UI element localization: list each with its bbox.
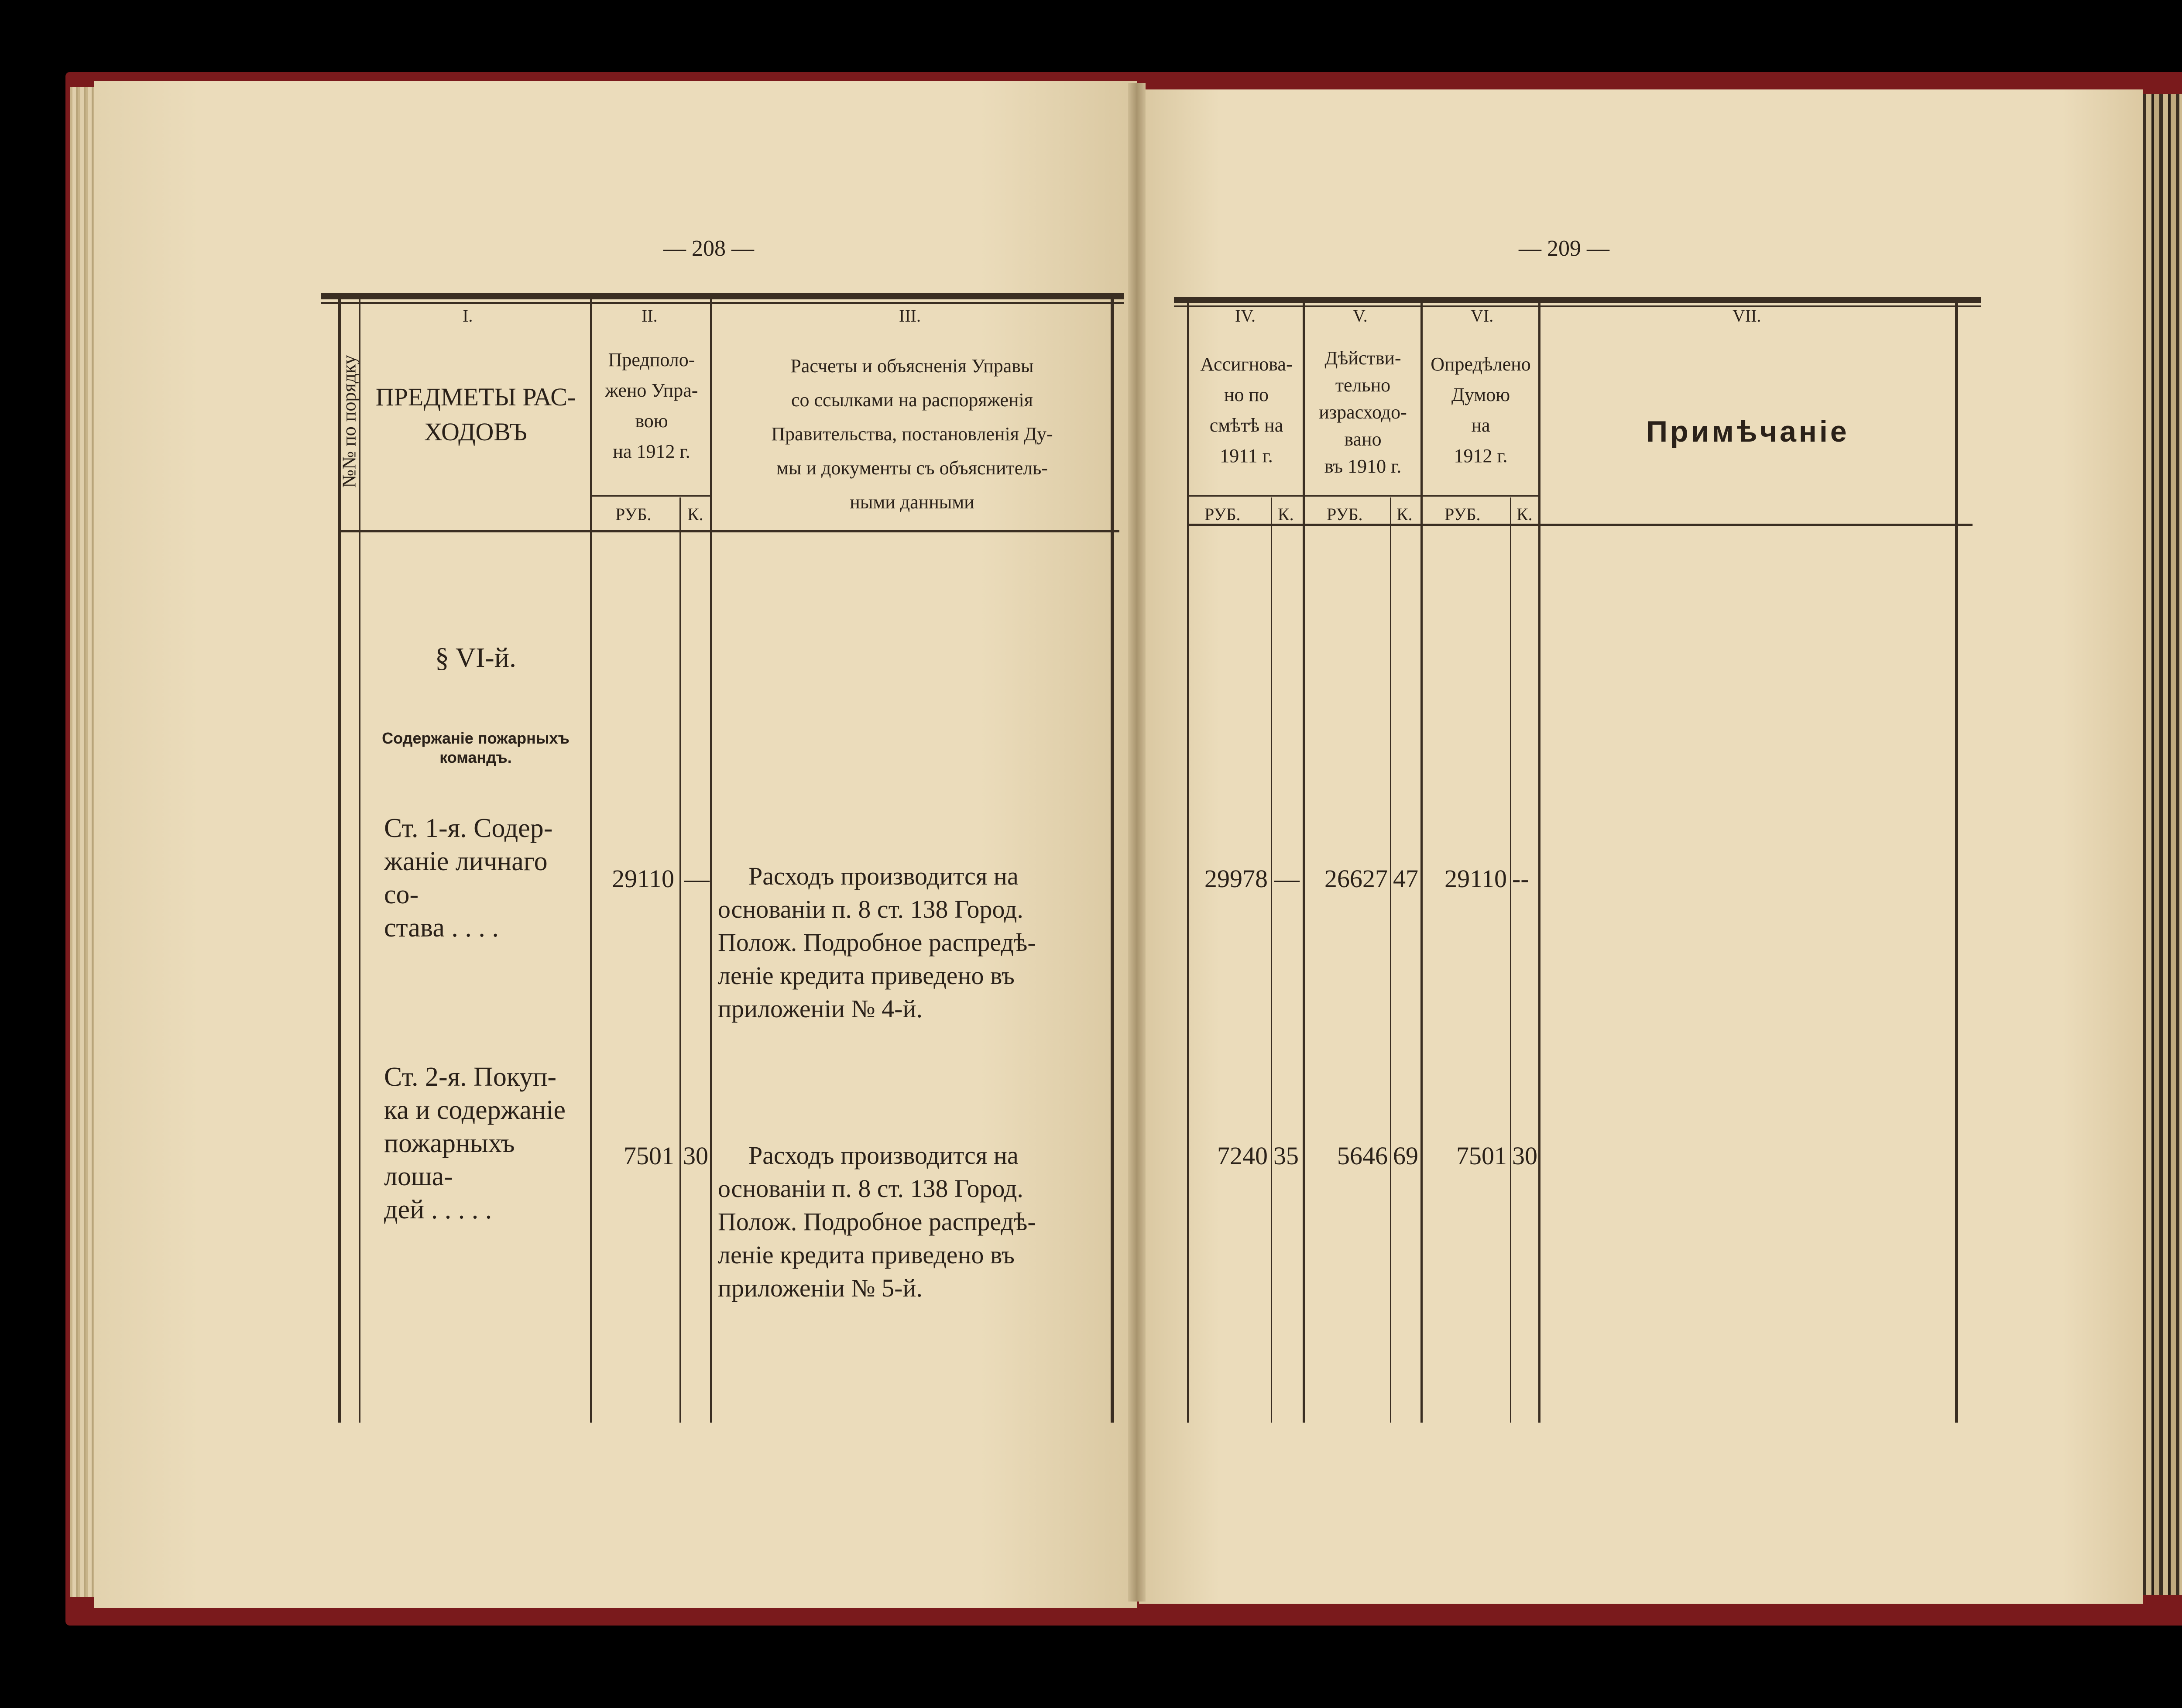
row-1-assigned-rub: 29978 xyxy=(1204,864,1268,893)
unit-rub-iv: РУБ. xyxy=(1204,504,1241,524)
unit-k-v: К. xyxy=(1396,504,1413,524)
row-2-defined-rub: 7501 xyxy=(1456,1142,1507,1170)
book-gutter xyxy=(1128,83,1146,1602)
column-label-iii: III. xyxy=(899,306,921,326)
page-number-208: — 208 — xyxy=(663,236,754,261)
row-1-assigned-k: — xyxy=(1274,864,1300,893)
section-title: Содержаніе пожарныхъ командъ. xyxy=(382,729,570,766)
row-1-actual-rub: 26627 xyxy=(1324,864,1388,893)
unit-rub-vi: РУБ. xyxy=(1444,504,1481,524)
item-1-name: Ст. 1-я. Содер- жаніе личнаго со- става . . . . xyxy=(384,813,553,943)
left-header-rule xyxy=(338,530,1119,532)
left-page xyxy=(94,81,1137,1608)
row-1-defined-rub: 29110 xyxy=(1444,864,1507,893)
item-2-explanation: Расходъ производится на основаніи п. 8 ст. 138 Город. Полож. Подробное распредѣ- леніе кредита приведено въ приложеніи № 5-й. xyxy=(718,1141,1036,1302)
item-2-name: Ст. 2-я. Покуп- ка и содержаніе пожарныхъ лоша- дей . . . . . xyxy=(384,1062,566,1224)
proposed-header: Предполо- жено Упра- вою на 1912 г. xyxy=(605,349,698,462)
row-1-defined-k: -- xyxy=(1512,864,1529,893)
unit-k-iv: К. xyxy=(1278,504,1294,524)
item-1-proposed-k: — xyxy=(684,864,710,893)
defined-header: Опредѣлено Думою на 1912 г. xyxy=(1431,353,1531,466)
row-1-actual-k: 47 xyxy=(1393,864,1418,893)
assigned-header: Ассигнова- но по смѣтѣ на 1911 г. xyxy=(1200,353,1293,466)
right-header-rule xyxy=(1187,524,1973,526)
row-2-assigned-k: 35 xyxy=(1273,1142,1299,1170)
column-label-iv: IV. xyxy=(1235,306,1256,326)
subjects-header: ПРЕДМЕТЫ РАС- ХОДОВЪ xyxy=(375,383,576,446)
left-top-rule xyxy=(321,293,1124,299)
item-2-proposed-rub: 7501 xyxy=(624,1142,674,1170)
row-2-defined-k: 30 xyxy=(1512,1142,1537,1170)
note-header: Примѣчаніе xyxy=(1646,415,1849,448)
calculations-header: Расчеты и объясненія Управы со ссылками на распоряженія Правительства, постановленія Ду- мы и документы съ объяснитель- ными данными xyxy=(771,355,1053,513)
column-label-i: I. xyxy=(463,306,473,326)
right-page xyxy=(1139,89,2143,1604)
right-page-edges xyxy=(2143,94,2182,1595)
order-number-header: №№ по порядку xyxy=(338,355,360,488)
unit-k-ii: К. xyxy=(687,504,703,524)
row-2-actual-k: 69 xyxy=(1393,1142,1418,1170)
section-heading: § VI-й. xyxy=(435,642,516,673)
item-2-proposed-k: 30 xyxy=(683,1142,708,1170)
row-2-actual-rub: 5646 xyxy=(1337,1142,1388,1170)
unit-rub-ii: РУБ. xyxy=(615,504,652,524)
column-label-vi: VI. xyxy=(1471,306,1494,326)
row-2-assigned-rub: 7240 xyxy=(1217,1142,1268,1170)
column-label-ii: II. xyxy=(642,306,658,326)
right-top-rule xyxy=(1174,297,1981,303)
column-label-vii: VII. xyxy=(1733,306,1761,326)
page-number-209: — 209 — xyxy=(1519,236,1609,261)
actual-header: Дѣйстви- тельно израсходо- вано въ 1910 г. xyxy=(1319,347,1407,477)
unit-rub-v: РУБ. xyxy=(1327,504,1363,524)
item-1-proposed-rub: 29110 xyxy=(612,864,674,893)
unit-k-vi: К. xyxy=(1516,504,1533,524)
item-1-explanation: Расходъ производится на основаніи п. 8 ст. 138 Город. Полож. Подробное распредѣ- леніе кредита приведено въ приложеніи № 4-й. xyxy=(718,862,1036,1023)
column-label-v: V. xyxy=(1353,306,1368,326)
